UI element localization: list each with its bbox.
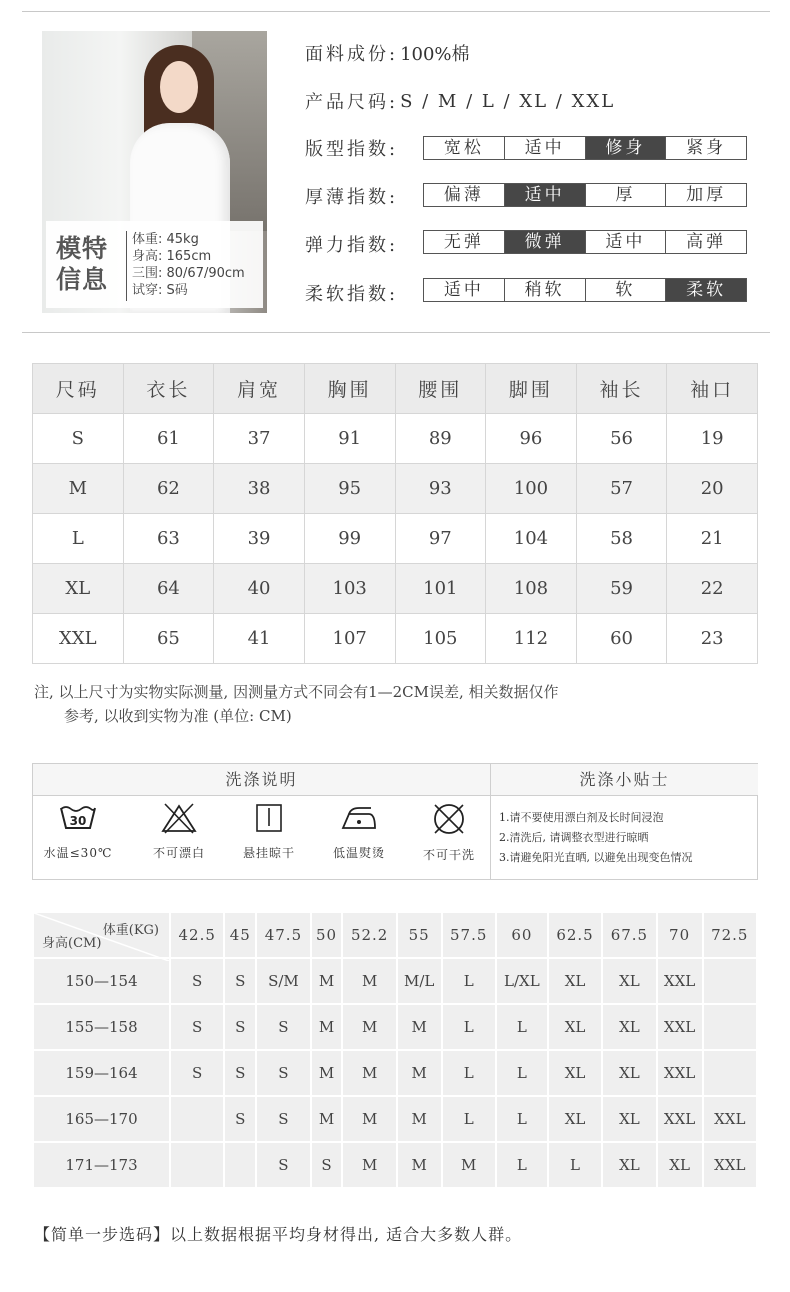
model-title-line2: 信息 xyxy=(56,265,109,294)
scale-option: 宽松 xyxy=(443,138,484,158)
table-cell: L xyxy=(33,514,124,564)
size-cell: S xyxy=(256,1004,310,1050)
header-cell: 腰围 xyxy=(395,364,486,414)
size-cell: XXL xyxy=(657,1096,703,1142)
wash-tips-title: 洗涤小贴士 xyxy=(490,764,758,796)
size-cell: M xyxy=(397,1004,442,1050)
weight-header-cell: 52.2 xyxy=(342,912,396,958)
table-row xyxy=(33,1004,757,1050)
low-iron-icon xyxy=(339,802,379,834)
size-row xyxy=(305,88,615,114)
size-cell: M xyxy=(397,1096,442,1142)
table-cell: 19 xyxy=(667,414,758,464)
table-cell: 93 xyxy=(395,464,486,514)
softness-index-scale xyxy=(423,278,747,302)
size-cell: S xyxy=(311,1142,343,1188)
size-cell: S/M xyxy=(256,958,310,1004)
table-cell: 22 xyxy=(667,564,758,614)
size-cell xyxy=(224,1142,256,1188)
wash-item xyxy=(404,802,494,863)
wash-tip: 1.请不要使用漂白剂及长时间浸泡 xyxy=(499,811,664,824)
table-cell: 38 xyxy=(214,464,305,514)
table-cell: 100 xyxy=(486,464,577,514)
size-cell: XL xyxy=(602,1050,656,1096)
header-cell: 尺码 xyxy=(33,364,124,414)
weight-header-cell: 47.5 xyxy=(256,912,310,958)
header-cell: 肩宽 xyxy=(214,364,305,414)
size-cell: S xyxy=(224,1004,256,1050)
scale-option: 软 xyxy=(585,279,666,301)
size-cell: L xyxy=(442,1050,496,1096)
height-cell: 165—170 xyxy=(33,1096,170,1142)
scale-option-selected: 适中 xyxy=(504,184,585,206)
size-cell: L xyxy=(496,1050,548,1096)
table-cell: 64 xyxy=(123,564,214,614)
weight-header-cell: 42.5 xyxy=(170,912,224,958)
size-cell: XL xyxy=(602,1096,656,1142)
size-cell: M xyxy=(342,1050,396,1096)
size-cell: S xyxy=(170,1050,224,1096)
wash-item xyxy=(314,802,404,861)
size-table xyxy=(32,363,758,664)
table-cell: S xyxy=(33,414,124,464)
section-divider xyxy=(22,332,770,333)
size-cell: XL xyxy=(602,1142,656,1188)
wash-tip: 2.清洗后, 请调整衣型进行晾晒 xyxy=(499,831,649,844)
height-cell: 150—154 xyxy=(33,958,170,1004)
size-cell: XL xyxy=(657,1142,703,1188)
table-cell: 21 xyxy=(667,514,758,564)
no-bleach-label: 不可漂白 xyxy=(152,846,205,860)
no-bleach-icon xyxy=(159,802,199,834)
size-cell: XXL xyxy=(657,1050,703,1096)
model-weight: 体重: 45kg xyxy=(132,232,199,247)
wash-tip: 3.请避免阳光直晒, 以避免出现变色情况 xyxy=(499,851,693,864)
table-cell: 65 xyxy=(123,614,214,664)
table-cell: 105 xyxy=(395,614,486,664)
size-cell: L xyxy=(496,1096,548,1142)
size-cell: L xyxy=(496,1004,548,1050)
table-cell: 112 xyxy=(486,614,577,664)
size-cell: M xyxy=(342,1142,396,1188)
thickness-index-scale xyxy=(423,183,747,207)
size-cell: XL xyxy=(548,1050,602,1096)
table-cell: M xyxy=(33,464,124,514)
size-cell: XXL xyxy=(657,958,703,1004)
table-cell: 41 xyxy=(214,614,305,664)
weight-header-cell: 67.5 xyxy=(602,912,656,958)
scale-option: 紧身 xyxy=(665,137,746,159)
height-cell: 159—164 xyxy=(33,1050,170,1096)
size-cell xyxy=(170,1096,224,1142)
elasticity-index-label: 弹力指数: xyxy=(305,235,399,256)
scale-option-selected: 修身 xyxy=(585,137,666,159)
wash-item xyxy=(33,802,123,861)
size-cell: M xyxy=(397,1142,442,1188)
softness-index-label-row xyxy=(305,280,398,306)
size-cell: XL xyxy=(602,1004,656,1050)
table-cell: 89 xyxy=(395,414,486,464)
scale-option: 高弹 xyxy=(665,231,746,253)
scale-option: 适中 xyxy=(585,231,666,253)
elasticity-index-label-row xyxy=(305,231,398,257)
size-cell xyxy=(703,958,757,1004)
table-row xyxy=(33,1050,757,1096)
size-cell: XL xyxy=(602,958,656,1004)
size-cell: S xyxy=(256,1096,310,1142)
model-info-title xyxy=(56,233,122,295)
table-cell: 58 xyxy=(576,514,667,564)
table-row xyxy=(33,958,757,1004)
table-corner xyxy=(33,912,170,958)
model-title-line1: 模特 xyxy=(56,234,109,263)
size-cell: L xyxy=(442,1004,496,1050)
size-cell: XXL xyxy=(703,1142,757,1188)
wash-temp-label: 水温≤30℃ xyxy=(43,846,113,860)
scale-option: 厚 xyxy=(585,184,666,206)
wash-item xyxy=(224,802,314,861)
height-cell: 155—158 xyxy=(33,1004,170,1050)
table-cell: 103 xyxy=(304,564,395,614)
size-cell: S xyxy=(224,1096,256,1142)
table-row xyxy=(33,564,758,614)
wash-temp-number: 30 xyxy=(69,814,87,828)
size-cell: M xyxy=(311,1004,343,1050)
fit-index-label-row xyxy=(305,135,398,161)
table-cell: 60 xyxy=(576,614,667,664)
size-cell: M xyxy=(311,1096,343,1142)
size-cell: M xyxy=(342,1004,396,1050)
scale-option: 加厚 xyxy=(665,184,746,206)
wash-panel xyxy=(32,763,758,880)
scale-option: 适中 xyxy=(443,280,484,300)
size-recommendation-table xyxy=(32,911,758,1189)
model-height: 身高: 165cm xyxy=(132,249,212,264)
table-cell: 101 xyxy=(395,564,486,614)
table-cell: 57 xyxy=(576,464,667,514)
size-cell: L xyxy=(548,1142,602,1188)
weight-axis-label: 体重(KG) xyxy=(102,923,159,938)
note-line1: 注, 以上尺寸为实物实际测量, 因测量方式不同会有1—2CM误差, 相关数据仅作 xyxy=(34,683,559,701)
size-cell xyxy=(703,1050,757,1096)
size-value: S / M / L / XL / XXL xyxy=(400,90,616,112)
hang-dry-label: 悬挂晾干 xyxy=(242,846,295,860)
scale-option: 适中 xyxy=(504,137,585,159)
weight-header-cell: 55 xyxy=(397,912,442,958)
header-cell: 脚围 xyxy=(486,364,577,414)
size-cell: XXL xyxy=(703,1096,757,1142)
table-cell: 20 xyxy=(667,464,758,514)
table-cell: 99 xyxy=(304,514,395,564)
note-line2: 参考, 以收到实物为准 (单位: CM) xyxy=(64,707,292,725)
height-cell: 171—173 xyxy=(33,1142,170,1188)
scale-option: 无弹 xyxy=(443,232,484,252)
low-iron-label: 低温熨烫 xyxy=(332,846,385,860)
size-cell: S xyxy=(170,958,224,1004)
weight-header-cell: 45 xyxy=(224,912,256,958)
weight-header-cell: 70 xyxy=(657,912,703,958)
model-fitting-size: 试穿: S码 xyxy=(132,283,188,298)
table-cell: 56 xyxy=(576,414,667,464)
size-cell: S xyxy=(170,1004,224,1050)
weight-header-cell: 60 xyxy=(496,912,548,958)
table-row xyxy=(33,514,758,564)
size-cell: XL xyxy=(548,1096,602,1142)
size-table-header xyxy=(33,364,758,414)
footer-note: 【简单一步选码】以上数据根据平均身材得出, 适合大多数人群。 xyxy=(34,1225,523,1244)
size-cell: L xyxy=(496,1142,548,1188)
size-cell: L xyxy=(442,958,496,1004)
header-cell: 衣长 xyxy=(123,364,214,414)
size-cell: S xyxy=(224,1050,256,1096)
table-row xyxy=(33,1096,757,1142)
height-axis-label: 身高(CM) xyxy=(42,936,102,951)
table-row xyxy=(33,614,758,664)
elasticity-index-scale xyxy=(423,230,747,254)
table-cell: 59 xyxy=(576,564,667,614)
size-cell: S xyxy=(256,1142,310,1188)
hang-dry-icon xyxy=(249,802,289,834)
table-row xyxy=(33,464,758,514)
size-cell: S xyxy=(224,958,256,1004)
size-cell: S xyxy=(256,1050,310,1096)
fabric-label: 面料成份: xyxy=(305,44,399,65)
size-cell: L/XL xyxy=(496,958,548,1004)
table-cell: 23 xyxy=(667,614,758,664)
size-cell xyxy=(170,1142,224,1188)
table-cell: 63 xyxy=(123,514,214,564)
size-cell: M xyxy=(342,1096,396,1142)
size-label: 产品尺码: xyxy=(305,92,399,113)
weight-header-cell: 50 xyxy=(311,912,343,958)
model-stats xyxy=(132,231,245,299)
top-divider xyxy=(22,11,770,12)
wash-30-icon xyxy=(58,802,98,834)
scale-option: 偏薄 xyxy=(443,185,484,205)
fabric-value: 100%棉 xyxy=(400,44,470,65)
size-cell xyxy=(703,1004,757,1050)
table-cell: 97 xyxy=(395,514,486,564)
size-cell: M xyxy=(311,1050,343,1096)
model-measurements: 三围: 80/67/90cm xyxy=(132,266,245,281)
model-info-card xyxy=(46,221,263,308)
thickness-index-label-row xyxy=(305,183,398,209)
table-cell: 108 xyxy=(486,564,577,614)
table-cell: 95 xyxy=(304,464,395,514)
size-cell: M/L xyxy=(397,958,442,1004)
size-cell: M xyxy=(342,958,396,1004)
table-cell: 39 xyxy=(214,514,305,564)
thickness-index-label: 厚薄指数: xyxy=(305,187,399,208)
model-card-divider xyxy=(126,231,127,301)
no-dry-clean-label: 不可干洗 xyxy=(422,848,475,862)
table-cell: 107 xyxy=(304,614,395,664)
scale-option-selected: 柔软 xyxy=(665,279,746,301)
header-cell: 袖口 xyxy=(667,364,758,414)
table-cell: XXL xyxy=(33,614,124,664)
size-cell: M xyxy=(311,958,343,1004)
table-row xyxy=(33,414,758,464)
size-cell: XL xyxy=(548,1004,602,1050)
scale-option: 稍软 xyxy=(504,279,585,301)
size-cell: XL xyxy=(548,958,602,1004)
fit-index-scale xyxy=(423,136,747,160)
weight-header-row xyxy=(33,912,757,958)
measurement-note xyxy=(34,680,754,728)
wash-item xyxy=(134,802,224,861)
table-cell: XL xyxy=(33,564,124,614)
table-cell: 96 xyxy=(486,414,577,464)
wash-title: 洗涤说明 xyxy=(33,764,490,796)
fit-index-label: 版型指数: xyxy=(305,139,399,160)
fabric-row xyxy=(305,40,470,66)
table-cell: 61 xyxy=(123,414,214,464)
model-face xyxy=(160,61,198,113)
size-cell: M xyxy=(442,1142,496,1188)
size-cell: M xyxy=(397,1050,442,1096)
size-cell: XXL xyxy=(657,1004,703,1050)
size-cell: L xyxy=(442,1096,496,1142)
header-cell: 袖长 xyxy=(576,364,667,414)
weight-header-cell: 62.5 xyxy=(548,912,602,958)
table-cell: 62 xyxy=(123,464,214,514)
header-cell: 胸围 xyxy=(304,364,395,414)
softness-index-label: 柔软指数: xyxy=(305,284,399,305)
table-row xyxy=(33,1142,757,1188)
table-cell: 40 xyxy=(214,564,305,614)
scale-option-selected: 微弹 xyxy=(504,231,585,253)
weight-header-cell: 72.5 xyxy=(703,912,757,958)
no-dry-clean-icon xyxy=(429,802,469,836)
wash-tips xyxy=(499,808,693,868)
table-cell: 37 xyxy=(214,414,305,464)
table-cell: 104 xyxy=(486,514,577,564)
weight-header-cell: 57.5 xyxy=(442,912,496,958)
table-cell: 91 xyxy=(304,414,395,464)
